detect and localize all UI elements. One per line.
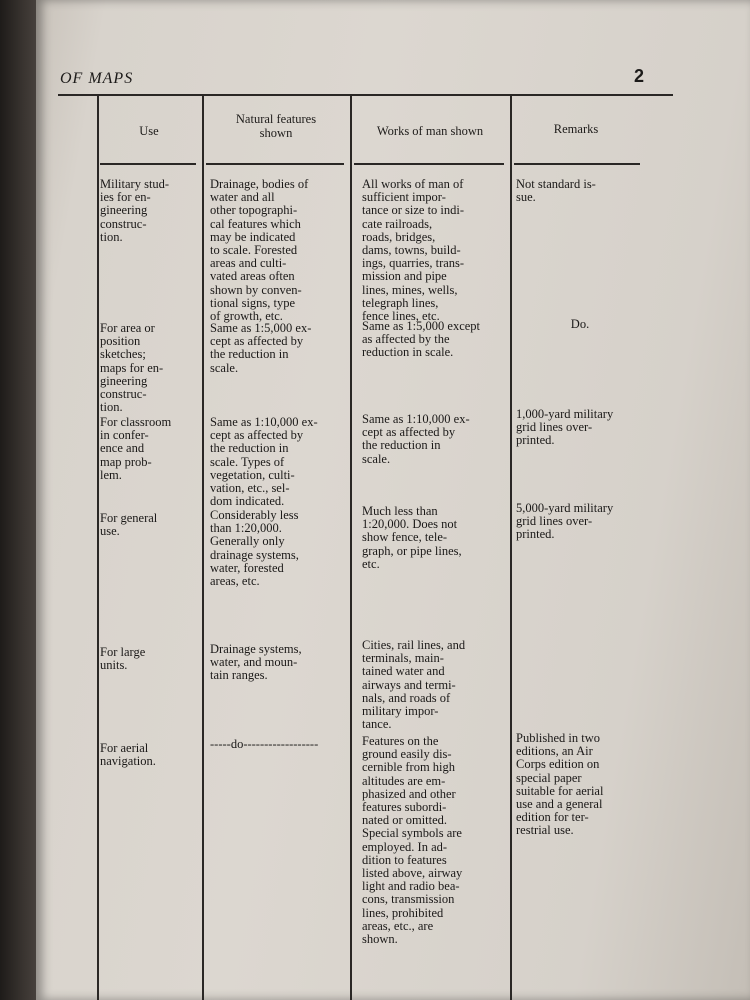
- row-6-works-of-man: Features on the ground easily dis- cernible from high altitudes are em- phasized and other features subordi- nated or omitted. Special symbols are employed. In ad- dition to features listed above, airway light and radio bea- cons, transmission lines, prohibited areas, etc., are shown.: [362, 734, 463, 947]
- row-2-remarks: Do.: [570, 317, 590, 331]
- row-5-use: For large units.: [100, 645, 146, 673]
- column-divider-1: [202, 96, 204, 1000]
- column-divider-left: [97, 96, 99, 1000]
- row-6-remarks: Published in two editions, an Air Corps edition on special paper suitable for aerial use and a general edition for ter- restrial use.: [516, 731, 604, 838]
- column-header-natural-features: Natural features shown: [235, 112, 317, 140]
- row-4-remarks: 5,000-yard military grid lines over- printed.: [516, 501, 614, 542]
- row-2-works-of-man: Same as 1:5,000 except as affected by the reduction in scale.: [362, 319, 481, 360]
- header-underline-remarks: [514, 163, 640, 165]
- row-2-use: For area or position sketches; maps for en- gineering construc- tion.: [100, 321, 164, 415]
- column-divider-2: [350, 96, 352, 1000]
- running-title: OF MAPS: [60, 70, 134, 87]
- row-1-remarks: Not standard is- sue.: [516, 177, 596, 205]
- row-3-works-of-man: Same as 1:10,000 ex- cept as affected by the reduction in scale.: [362, 412, 470, 466]
- row-3-natural-features: Same as 1:10,000 ex- cept as affected by the reduction in scale. Types of vegetation, culti- vation, etc., sel- dom indicated.: [210, 415, 318, 509]
- row-1-works-of-man: All works of man of sufficient impor- tance or size to indi- cate railroads, roads, bridges, dams, towns, build- ings, quarries, trans- mission and pipe lines, mines, wells, telegraph lines, fence lines, etc.: [362, 177, 465, 324]
- row-3-remarks: 1,000-yard military grid lines over- printed.: [516, 407, 614, 448]
- row-5-natural-features: Drainage systems, water, and moun- tain ranges.: [210, 642, 302, 683]
- row-4-use: For general use.: [100, 511, 158, 539]
- column-header-remarks: Remarks: [553, 122, 599, 136]
- row-1-use: Military stud- ies for en- gineering construc- tion.: [100, 177, 170, 244]
- column-header-works-of-man: Works of man shown: [376, 124, 484, 138]
- column-header-use: Use: [139, 124, 159, 138]
- table-top-rule: [58, 94, 673, 96]
- row-2-natural-features: Same as 1:5,000 ex- cept as affected by the reduction in scale.: [210, 321, 312, 375]
- row-4-works-of-man: Much less than 1:20,000. Does not show fence, tele- graph, or pipe lines, etc.: [362, 504, 462, 571]
- column-divider-3: [510, 96, 512, 1000]
- header-underline-use: [100, 163, 196, 165]
- page-number: 2: [633, 66, 644, 86]
- row-6-use: For aerial navigation.: [100, 741, 156, 769]
- header-underline-natural: [206, 163, 344, 165]
- header-underline-works: [354, 163, 504, 165]
- row-4-natural-features: Considerably less than 1:20,000. Generally only drainage systems, water, forested areas, etc.: [210, 508, 299, 589]
- row-1-natural-features: Drainage, bodies of water and all other topographi- cal features which may be indicated to scale. Forested areas and culti- vated areas often shown by conven- tional signs, type of growth, etc.: [210, 177, 309, 324]
- book-spine-shadow: [0, 0, 40, 1000]
- row-3-use: For classroom in confer- ence and map prob- lem.: [100, 415, 172, 482]
- page-header: [60, 66, 644, 94]
- row-5-works-of-man: Cities, rail lines, and terminals, main- tained water and airways and termi- nals, and roads of military impor- tance.: [362, 638, 466, 732]
- row-6-natural-features: -----do------------------: [210, 738, 319, 751]
